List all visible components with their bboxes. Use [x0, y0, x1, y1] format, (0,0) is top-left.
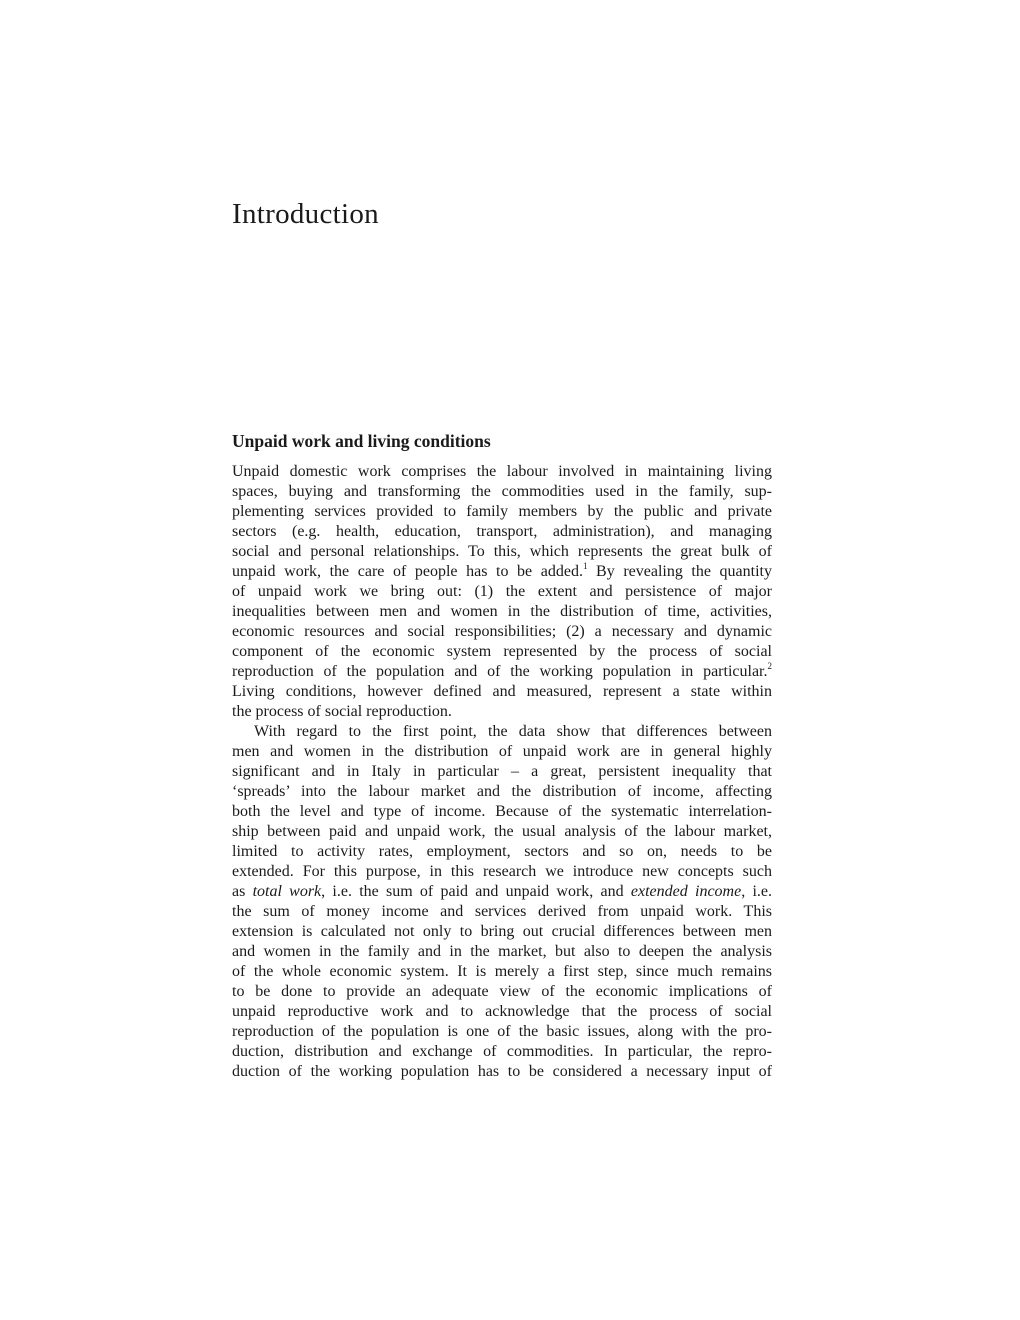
text-line: economic resources and social responsibilities; (2) a necessary and dynamic: [232, 623, 772, 640]
text-span: as: [232, 883, 253, 900]
text-line: [232, 562, 772, 582]
italic-term: extended income: [630, 883, 742, 900]
text-line: With regard to the first point, the data show that differences between: [254, 723, 772, 740]
text-line: [232, 882, 772, 902]
text-line: Living conditions, however defined and measured, represent a state within: [232, 683, 772, 700]
text-line: plementing services provided to family members by the public and private: [232, 503, 772, 520]
footnote-ref[interactable]: 1: [582, 561, 588, 571]
body-text: [232, 462, 772, 1082]
footnote-ref[interactable]: 2: [767, 661, 772, 671]
text-line: extended. For this purpose, in this research we introduce new concepts such: [232, 863, 772, 880]
section-title: Unpaid work and living conditions: [232, 431, 491, 451]
text-line: men and women in the distribution of unpaid work are in general highly: [232, 743, 772, 760]
text-span: , i.e.: [741, 883, 773, 900]
text-line: and women in the family and in the market, but also to deepen the analysis: [232, 943, 772, 960]
text-line: inequalities between men and women in the distribution of time, activities,: [232, 603, 772, 620]
text-line: significant and in Italy in particular – a great, persistent inequality that: [232, 763, 772, 780]
text-line: of unpaid work we bring out: (1) the extent and persistence of major: [232, 583, 772, 600]
text-line: the sum of money income and services derived from unpaid work. This: [232, 903, 772, 920]
text-span: , i.e. the sum of paid and unpaid work, and: [321, 883, 631, 900]
text-line: social and personal relationships. To this, which represents the great bulk of: [232, 543, 772, 560]
text-line: duction, distribution and exchange of commodities. In particular, the repro-: [232, 1043, 772, 1060]
text-line: the process of social reproduction.: [232, 703, 452, 720]
text-line: both the level and type of income. Because of the systematic interrelation-: [232, 803, 772, 820]
text-line: to be done to provide an adequate view of the economic implications of: [232, 983, 772, 1000]
paragraph: [232, 462, 772, 722]
italic-term: total work: [252, 883, 322, 900]
text-line: duction of the working population has to be considered a necessary input of: [232, 1063, 772, 1080]
text-line: spaces, buying and transforming the commodities used in the family, sup-: [232, 483, 772, 500]
text-line: ‘spreads’ into the labour market and the distribution of income, affecting: [232, 783, 772, 800]
text-line: reproduction of the population is one of the basic issues, along with the pro-: [232, 1023, 772, 1040]
text-line: sectors (e.g. health, education, transport, administration), and managing: [232, 523, 772, 540]
paragraph: [232, 722, 772, 1082]
text-span: reproduction of the population and of the working population in particular.: [232, 663, 768, 680]
text-line: [232, 662, 772, 682]
text-line: component of the economic system represented by the process of social: [232, 643, 772, 660]
text-span: By revealing the quantity: [587, 563, 772, 580]
text-line: of the whole economic system. It is merely a first step, since much remains: [232, 963, 772, 980]
text-line: limited to activity rates, employment, sectors and so on, needs to be: [232, 843, 772, 860]
chapter-title: Introduction: [232, 198, 379, 230]
text-line: ship between paid and unpaid work, the usual analysis of the labour market,: [232, 823, 772, 840]
text-line: unpaid reproductive work and to acknowledge that the process of social: [232, 1003, 772, 1020]
text-line: extension is calculated not only to bring out crucial differences between men: [232, 923, 772, 940]
text-line: Unpaid domestic work comprises the labour involved in maintaining living: [232, 463, 772, 480]
text-span: unpaid work, the care of people has to be added.: [232, 563, 583, 580]
